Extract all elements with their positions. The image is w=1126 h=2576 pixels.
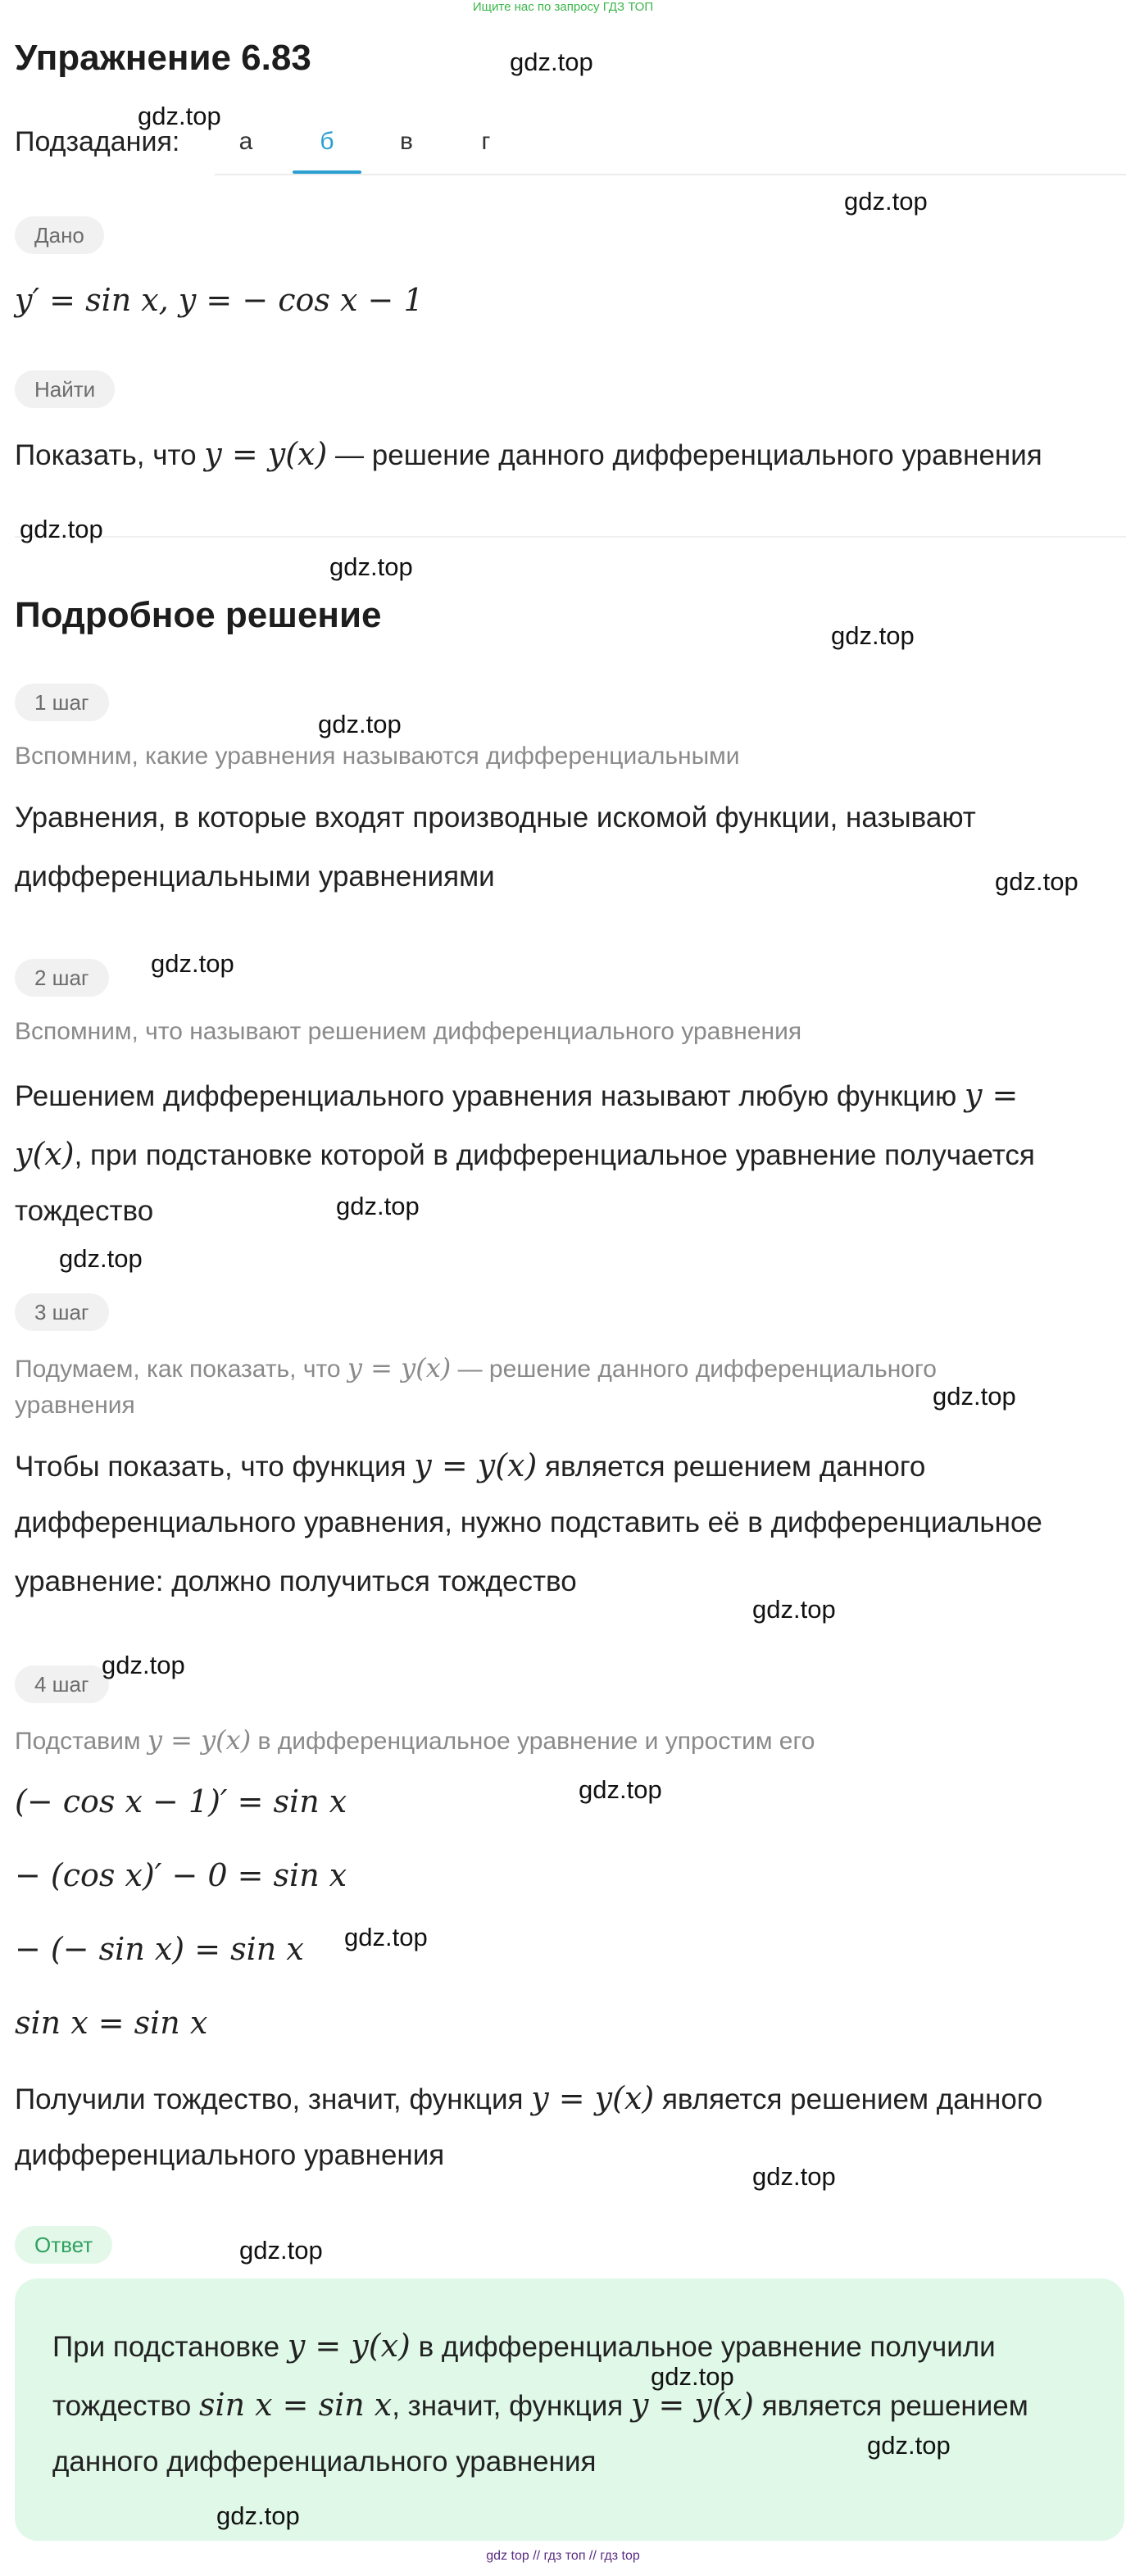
find-text xyxy=(15,436,1042,472)
step-2-line-1 xyxy=(15,1077,1018,1113)
watermark: gdz.top xyxy=(102,1651,185,1679)
step-3-hint xyxy=(15,1352,937,1383)
watermark: gdz.top xyxy=(59,1244,143,1273)
watermark: gdz.top xyxy=(579,1775,662,1804)
step-4-conclusion-before: Получили тождество, значит, функция xyxy=(15,2083,532,2115)
step-4-conclusion-line-2: дифференциального уравнения xyxy=(15,2139,445,2171)
watermark: gdz.top xyxy=(329,552,413,581)
step-4-equation-1: (− cos x − 1)′ = sin x xyxy=(15,1783,347,1820)
step-4-hint-math: y = y(x) xyxy=(147,1724,252,1756)
section-divider xyxy=(15,536,1126,538)
step-4-equation-3: − (− sin x) = sin x xyxy=(15,1931,304,1967)
watermark: gdz.top xyxy=(995,867,1078,896)
tab-g[interactable]: г xyxy=(481,128,491,155)
subtasks-label: Подзадания: xyxy=(15,126,180,157)
step-2-line-3: тождество xyxy=(15,1195,154,1227)
step-4-equation-2: − (cos x)′ − 0 = sin x xyxy=(15,1857,347,1893)
step-4-hint xyxy=(15,1724,815,1756)
watermark: gdz.top xyxy=(151,949,234,978)
step-3-line-1-after: является решением данного xyxy=(537,1451,926,1483)
top-banner: Ищите нас по запросу ГДЗ ТОП xyxy=(472,0,654,14)
step-4-conclusion-after: является решением данного xyxy=(654,2083,1043,2115)
answer-line-2-before: тождество xyxy=(52,2390,199,2422)
step-3-line-1-math: y = y(x) xyxy=(414,1447,538,1483)
step-2-line-2-text: , при подстановке которой в дифференциальное уравнение получается xyxy=(74,1139,1035,1171)
step-1-hint: Вспомним, какие уравнения называются дифференциальными xyxy=(15,743,740,770)
step-4-hint-before: Подставим xyxy=(15,1728,148,1755)
answer-line-3: данного дифференциального уравнения xyxy=(52,2446,597,2478)
step-3-line-1 xyxy=(15,1447,925,1483)
step-4-conclusion-math: y = y(x) xyxy=(531,2080,655,2116)
watermark: gdz.top xyxy=(651,2362,734,2391)
watermark: gdz.top xyxy=(752,1595,836,1624)
answer-line-2-math-1: sin x = sin x xyxy=(198,2387,393,2423)
find-text-after: — решение данного дифференциального уравнения xyxy=(327,439,1042,471)
step-2-pill: 2 шаг xyxy=(15,959,109,997)
answer-line-1-math: y = y(x) xyxy=(287,2328,411,2364)
step-2-line-2-math: y(x) xyxy=(15,1136,75,1172)
step-3-hint-after: — решение данного дифференциального xyxy=(451,1356,937,1383)
watermark: gdz.top xyxy=(216,2501,300,2530)
answer-line-2-math-2: y = y(x) xyxy=(630,2387,754,2423)
watermark: gdz.top xyxy=(752,2162,836,2191)
active-tab-indicator xyxy=(293,170,361,174)
watermark: gdz.top xyxy=(138,102,221,130)
given-formula: y′ = sin x, y = − cos x − 1 xyxy=(15,282,424,318)
answer-pill: Ответ xyxy=(15,2226,112,2264)
answer-line-1-after: в дифференциальное уравнение получили xyxy=(410,2331,996,2363)
step-2-line-1-math: y = xyxy=(964,1077,1019,1113)
step-3-hint-line-2: уравнения xyxy=(15,1392,135,1419)
watermark: gdz.top xyxy=(844,187,928,216)
answer-line-1-before: При подстановке xyxy=(52,2331,288,2363)
find-pill: Найти xyxy=(15,370,115,408)
watermark: gdz.top xyxy=(20,515,103,543)
step-1-line-1: Уравнения, в которые входят производные искомой функции, называют xyxy=(15,802,976,834)
page-title: Упражнение 6.83 xyxy=(15,38,311,78)
step-3-line-1-text: Чтобы показать, что функция xyxy=(15,1451,415,1483)
find-text-before: Показать, что xyxy=(15,439,205,471)
tab-a[interactable]: а xyxy=(238,128,253,155)
step-4-equation-4: sin x = sin x xyxy=(15,2005,208,2041)
watermark: gdz.top xyxy=(867,2431,951,2460)
step-1-pill: 1 шаг xyxy=(15,684,109,721)
step-4-conclusion-line-1 xyxy=(15,2080,1042,2116)
step-3-pill: 3 шаг xyxy=(15,1293,109,1331)
watermark: gdz.top xyxy=(933,1382,1016,1411)
solution-heading: Подробное решение xyxy=(15,595,382,635)
step-4-pill: 4 шаг xyxy=(15,1665,109,1703)
tabs-divider xyxy=(215,174,1126,175)
step-1-line-2: дифференциальными уравнениями xyxy=(15,861,495,893)
tab-v[interactable]: в xyxy=(400,128,413,155)
answer-line-2-after: является решением xyxy=(753,2390,1028,2422)
footer: gdz top // гдз топ // гдз top xyxy=(486,2549,640,2563)
step-3-line-3: уравнение: должно получиться тождество xyxy=(15,1565,577,1597)
step-3-line-2: дифференциального уравнения, нужно подставить её в дифференциальное xyxy=(15,1506,1042,1538)
step-3-hint-before: Подумаем, как показать, что xyxy=(15,1356,347,1383)
watermark: gdz.top xyxy=(336,1192,420,1220)
given-pill: Дано xyxy=(15,216,104,254)
answer-line-2-mid: , значит, функция xyxy=(392,2390,631,2422)
watermark: gdz.top xyxy=(344,1923,428,1951)
step-2-hint: Вспомним, что называют решением дифференциального уравнения xyxy=(15,1018,802,1045)
watermark: gdz.top xyxy=(318,710,402,738)
watermark: gdz.top xyxy=(239,2236,323,2265)
step-2-line-2 xyxy=(15,1136,1035,1172)
watermark: gdz.top xyxy=(831,621,915,650)
answer-line-2 xyxy=(52,2387,1028,2423)
watermark: gdz.top xyxy=(510,48,593,76)
find-math: y = y(x) xyxy=(204,436,328,472)
step-2-line-1-text: Решением дифференциального уравнения называют любую функцию xyxy=(15,1080,965,1112)
tab-b[interactable]: б xyxy=(320,128,334,155)
answer-line-1 xyxy=(52,2328,996,2364)
step-4-hint-after: в дифференциальное уравнение и упростим его xyxy=(251,1728,815,1755)
step-3-hint-math: y = y(x) xyxy=(347,1352,452,1383)
